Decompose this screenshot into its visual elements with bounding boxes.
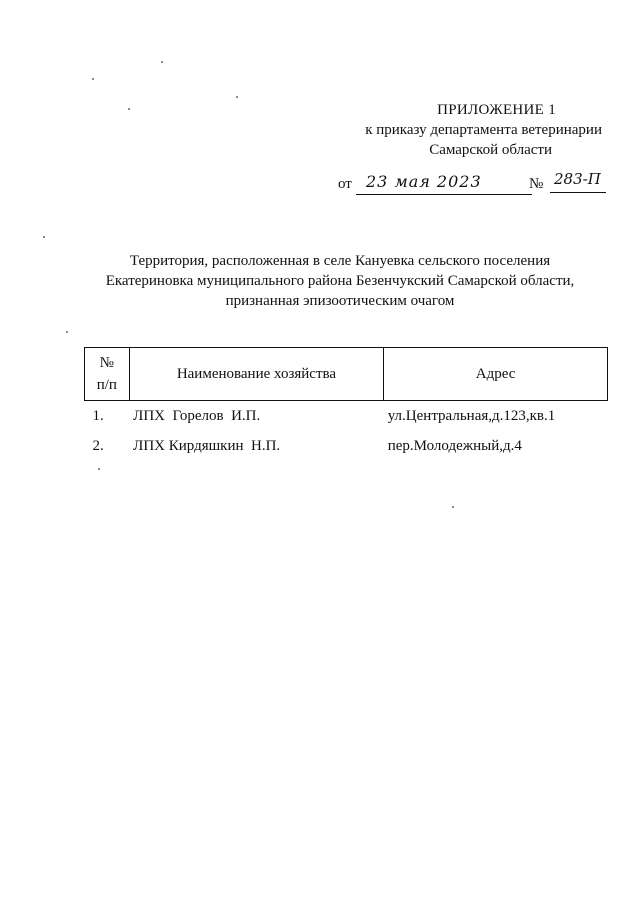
farm-address: пер.Молодежный,д.4 [387, 437, 522, 454]
column-header-number [85, 348, 130, 401]
appendix-region: Самарской области [429, 142, 552, 158]
row-number: 1. [92, 407, 104, 424]
table-header-row [85, 348, 608, 401]
order-from-label: от [338, 176, 352, 192]
table-row [85, 431, 608, 461]
order-number-handwritten: 283-П [550, 170, 606, 193]
document-heading [80, 251, 600, 311]
column-header-address: Адрес [384, 348, 608, 401]
farm-name: ЛПХ Кирдяшкин Н.П. [133, 437, 281, 454]
heading-line: Территория, расположенная в селе Кануевка сельского поселения [129, 253, 551, 269]
order-line [338, 172, 608, 198]
scan-speck [66, 331, 68, 333]
heading-line: Екатериновка муниципального района Безенчукский Самарской области, [105, 273, 575, 289]
scan-speck [452, 506, 454, 508]
appendix-title: ПРИЛОЖЕНИЕ 1 [437, 102, 556, 118]
scan-speck [43, 236, 45, 238]
order-date-handwritten: 23 мая 2023 [356, 172, 532, 195]
heading-line: признанная эпизоотическим очагом [225, 293, 455, 309]
farm-address: ул.Центральная,д.123,кв.1 [387, 407, 556, 424]
farms-table [84, 347, 608, 461]
farm-name: ЛПХ Горелов И.П. [133, 407, 261, 424]
scan-speck [128, 108, 130, 110]
order-number-label: № [529, 176, 544, 192]
column-header-number-text: № п/п [96, 355, 117, 393]
scan-speck [236, 96, 238, 98]
table-row [85, 401, 608, 432]
scan-speck [98, 468, 100, 470]
scan-speck [161, 61, 163, 63]
appendix-block [342, 100, 602, 160]
column-header-farm-name: Наименование хозяйства [129, 348, 384, 401]
row-number: 2. [92, 437, 104, 454]
scan-speck [92, 78, 94, 80]
appendix-reference: к приказу департамента ветеринарии [365, 122, 602, 138]
